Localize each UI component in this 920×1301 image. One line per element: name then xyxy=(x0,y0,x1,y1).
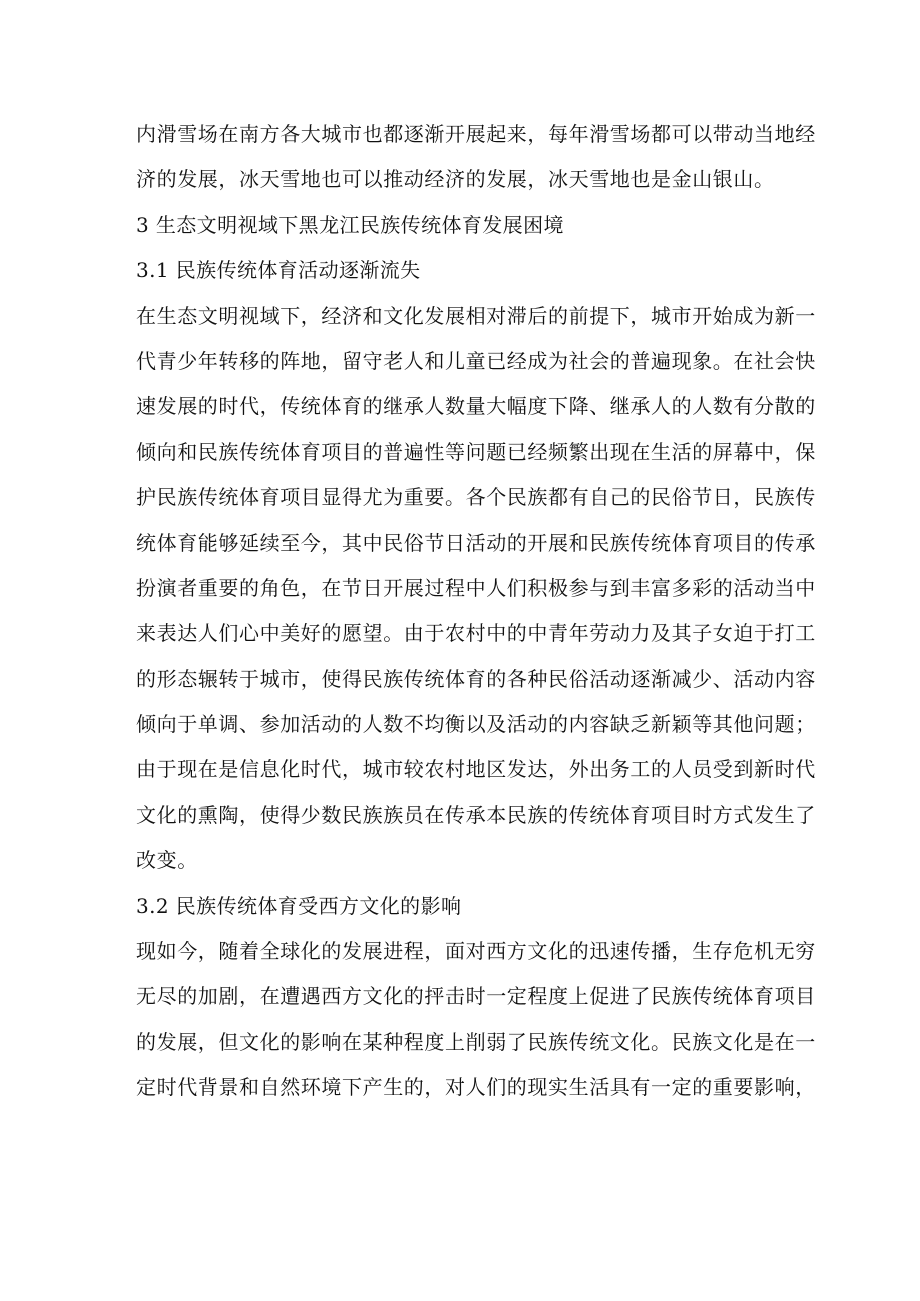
body-text-line: 内滑雪场在南方各大城市也都逐渐开展起来，每年滑雪场都可以带动当地经 xyxy=(136,122,816,146)
body-text-line: 文化的熏陶，使得少数民族族员在传承本民族的传统体育项目时方式发生了 xyxy=(136,802,816,827)
body-text-line: 来表达人们心中美好的愿望。由于农村中的中青年劳动力及其子女迫于打工 xyxy=(136,621,816,646)
body-text-line: 速发展的时代，传统体育的继承人数量大幅度下降、继承人的人数有分散的 xyxy=(136,394,816,419)
body-text-line: 的发展，但文化的影响在某种程度上削弱了民族传统文化。民族文化是在一 xyxy=(136,1029,816,1054)
section-heading: 3 生态文明视域下黑龙江民族传统体育发展困境 xyxy=(136,212,564,237)
body-text-line: 由于现在是信息化时代，城市较农村地区发达，外出务工的人员受到新时代 xyxy=(136,757,816,782)
body-text-line: 护民族传统体育项目显得尤为重要。各个民族都有自己的民俗节日，民族传 xyxy=(136,485,816,510)
body-text-line: 倾向和民族传统体育项目的普遍性等问题已经频繁出现在生活的屏幕中，保 xyxy=(136,439,816,464)
body-text-line: 扮演者重要的角色，在节日开展过程中人们积极参与到丰富多彩的活动当中 xyxy=(136,575,816,600)
body-text-line: 济的发展，冰天雪地也可以推动经济的发展，冰天雪地也是金山银山。 xyxy=(136,167,775,192)
body-text-line: 倾向于单调、参加活动的人数不均衡以及活动的内容缺乏新颖等其他问题； xyxy=(136,712,816,737)
body-text-line: 改变。 xyxy=(136,848,198,873)
body-text-line: 的形态辗转于城市，使得民族传统体育的各种民俗活动逐渐减少、活动内容 xyxy=(136,666,816,691)
body-text-line: 统体育能够延续至今，其中民俗节日活动的开展和民族传统体育项目的传承 xyxy=(136,530,816,555)
subsection-heading: 3.1 民族传统体育活动逐渐流失 xyxy=(136,258,421,283)
body-text-line: 定时代背景和自然环境下产生的，对人们的现实生活具有一定的重要影响， xyxy=(136,1075,816,1100)
body-text-line: 无尽的加剧，在遭遇西方文化的抨击时一定程度上促进了民族传统体育项目 xyxy=(136,984,816,1009)
body-text-line: 现如今，随着全球化的发展进程，面对西方文化的迅速传播，生存危机无穷 xyxy=(136,939,816,964)
body-text-line: 在生态文明视域下，经济和文化发展相对滞后的前提下，城市开始成为新一 xyxy=(136,303,816,328)
subsection-heading: 3.2 民族传统体育受西方文化的影响 xyxy=(136,893,462,918)
document-page xyxy=(136,112,816,1111)
body-text-line: 代青少年转移的阵地，留守老人和儿童已经成为社会的普遍现象。在社会快 xyxy=(136,348,816,373)
